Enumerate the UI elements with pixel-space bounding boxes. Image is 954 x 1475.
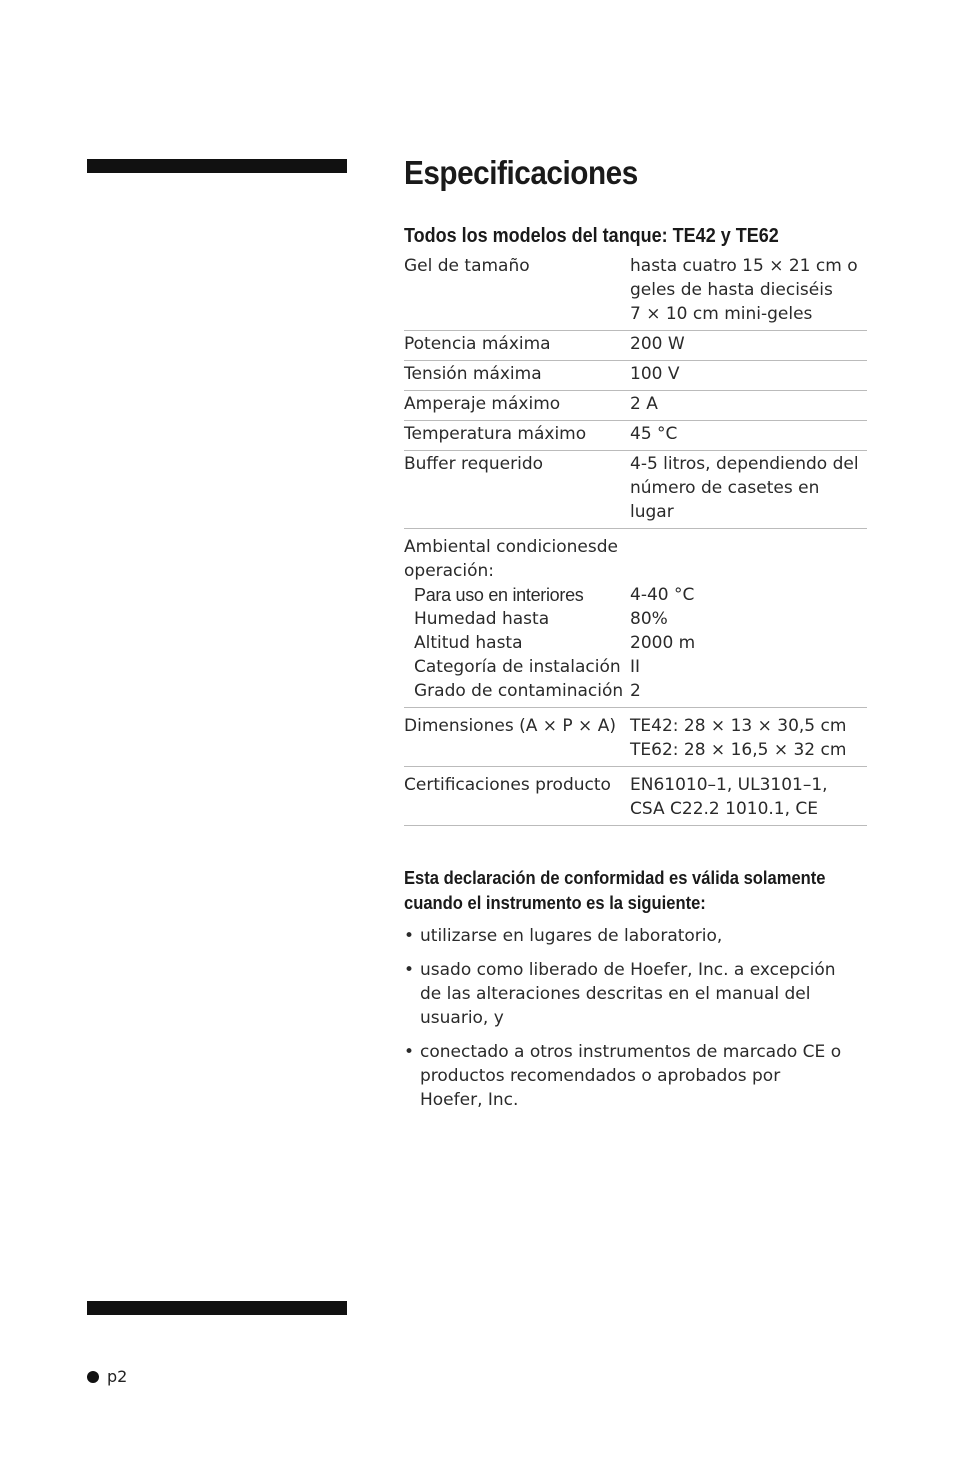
env-row-humidity <box>404 607 867 631</box>
env-label: Altitud hasta <box>414 633 523 653</box>
env-row-installation <box>404 655 867 679</box>
spec-value: 200 W <box>630 334 685 354</box>
spec-label: Gel de tamaño <box>404 256 530 276</box>
section-subtitle: Todos los modelos del tanque: TE42 y TE62 <box>404 225 779 247</box>
spec-label: Amperaje máximo <box>404 394 561 414</box>
bullet-icon: • <box>404 926 415 946</box>
env-label: Para uso en interiores <box>414 585 584 605</box>
spec-label: Ambiental condicionesde operación: <box>404 537 618 581</box>
page-bullet-icon <box>87 1371 99 1383</box>
main-content <box>404 150 867 1122</box>
spec-row-voltage <box>404 361 867 391</box>
spec-row-buffer <box>404 451 867 529</box>
spec-label: Dimensiones (A × P × A) <box>404 716 616 736</box>
spec-label: Certificaciones producto <box>404 775 611 795</box>
list-item <box>404 924 867 948</box>
spec-table <box>404 253 867 826</box>
env-value: 4-40 °C <box>630 585 695 605</box>
env-row-indoor <box>404 583 867 607</box>
spec-value: 2 A <box>630 394 658 414</box>
spec-value: 4-5 litros, dependiendo del número de casetes en lugar <box>630 454 859 522</box>
spec-label: Temperatura máximo <box>404 424 587 444</box>
declaration-list <box>404 924 867 1112</box>
spec-row-amperage <box>404 391 867 421</box>
env-label: Grado de contaminación <box>414 681 624 701</box>
env-row-pollution <box>404 679 867 703</box>
page-number: p2 <box>107 1367 128 1386</box>
spec-label: Buffer requerido <box>404 454 544 474</box>
page-title: Especificaciones <box>404 154 638 191</box>
env-value: 2 <box>630 681 641 701</box>
env-label: Humedad hasta <box>414 609 550 629</box>
list-item-text: conectado a otros instrumentos de marcado CE o productos recomendados o aprobados por Hoefer, Inc. <box>420 1042 842 1110</box>
bullet-icon: • <box>404 960 415 980</box>
spec-row-temperature <box>404 421 867 451</box>
list-item <box>404 958 867 1030</box>
page-footer <box>87 1367 127 1386</box>
list-item <box>404 1040 867 1112</box>
spec-value: EN61010–1, UL3101–1, CSA C22.2 1010.1, CE <box>630 775 828 819</box>
declaration-heading: Esta declaración de conformidad es válida solamente cuando el instrumento es la siguiente: <box>404 868 826 913</box>
spec-value: 100 V <box>630 364 680 384</box>
spec-row-gel <box>404 253 867 331</box>
top-decorative-rule <box>87 159 347 173</box>
spec-value: hasta cuatro 15 × 21 cm o geles de hasta dieciséis 7 × 10 cm mini-geles <box>630 256 858 324</box>
spec-label: Tensión máxima <box>404 364 542 384</box>
env-label: Categoría de instalación <box>414 657 621 677</box>
list-item-text: usado como liberado de Hoefer, Inc. a excepción de las alteraciones descritas en el manual del usuario, y <box>420 960 836 1028</box>
spec-value: 45 °C <box>630 424 678 444</box>
spec-value: TE42: 28 × 13 × 30,5 cm TE62: 28 × 16,5 × 32 cm <box>630 716 847 760</box>
env-row-altitude <box>404 631 867 655</box>
spec-row-certifications <box>404 767 867 826</box>
spec-row-dimensions <box>404 708 867 767</box>
bullet-icon: • <box>404 1042 415 1062</box>
spec-row-environment <box>404 529 867 708</box>
env-value: 2000 m <box>630 633 696 653</box>
spec-row-power <box>404 331 867 361</box>
bottom-decorative-rule <box>87 1301 347 1315</box>
list-item-text: utilizarse en lugares de laboratorio, <box>420 926 723 946</box>
env-value: 80% <box>630 609 668 629</box>
spec-label: Potencia máxima <box>404 334 551 354</box>
env-value: II <box>630 657 641 677</box>
